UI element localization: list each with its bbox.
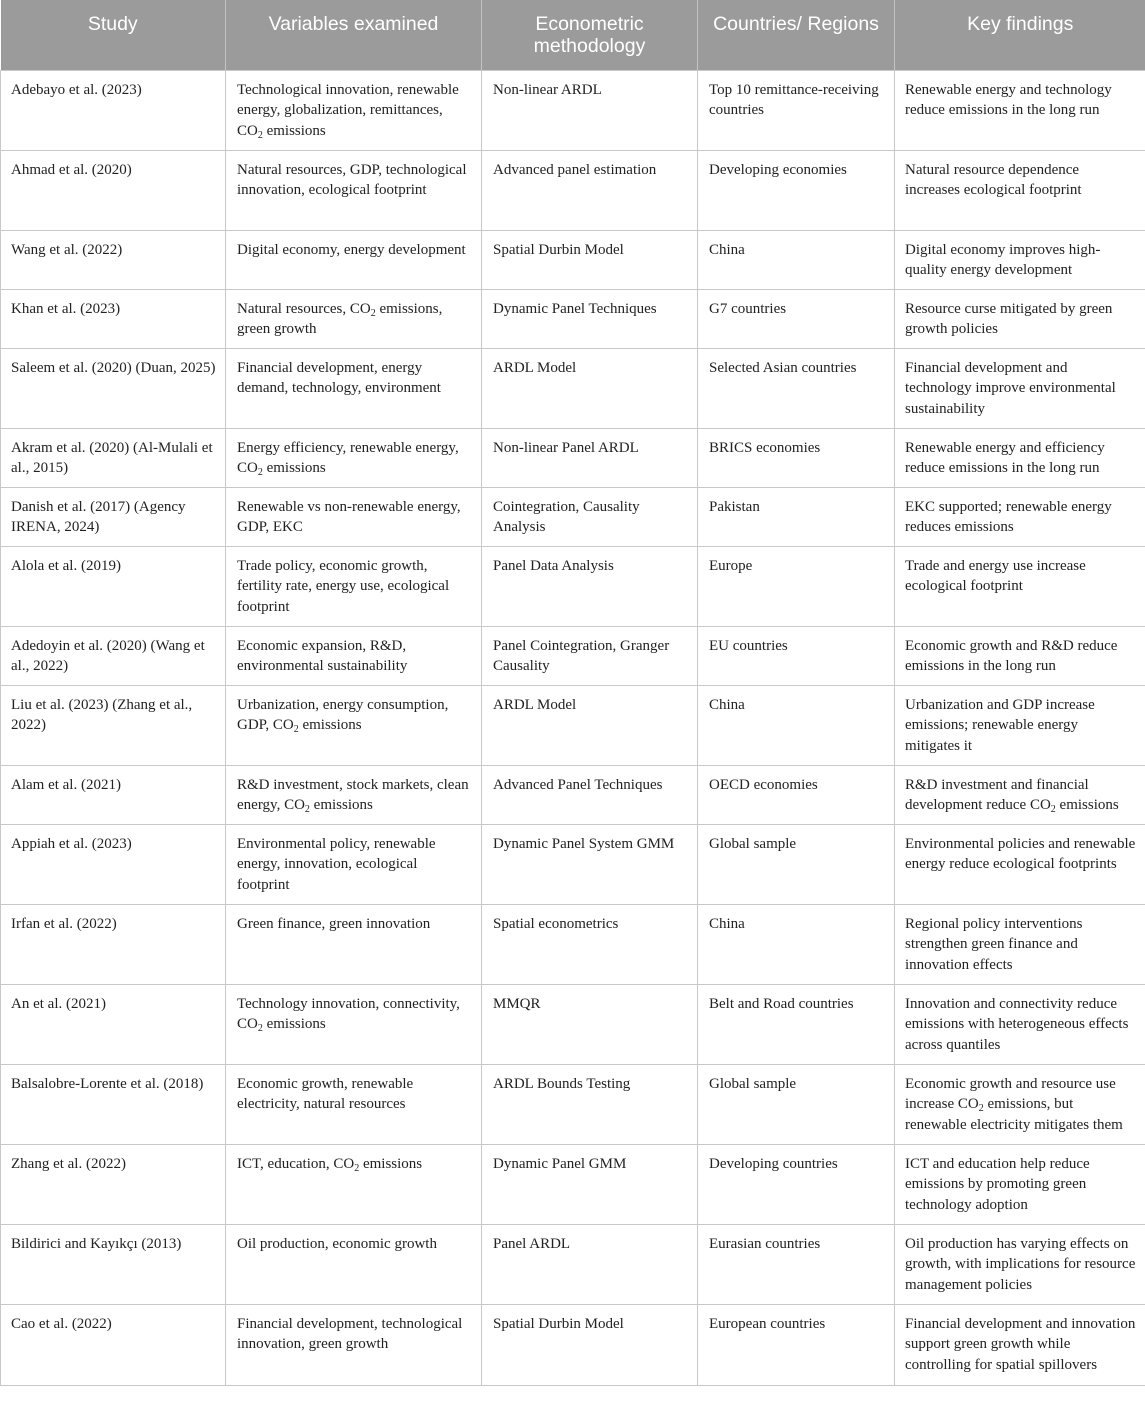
cell-variables: Financial development, technological innovation, green growth bbox=[226, 1304, 482, 1385]
table-row bbox=[1, 765, 1145, 824]
cell-region: Developing economies bbox=[698, 150, 895, 230]
table-body bbox=[1, 70, 1145, 1385]
cell-variables: Technology innovation, connectivity, $CO_2$ emissions bbox=[226, 984, 482, 1064]
cell-study: Adedoyin et al. (2020) (Wang et al., 2022) bbox=[1, 626, 226, 685]
table-row bbox=[1, 1224, 1145, 1304]
table-row bbox=[1, 289, 1145, 348]
cell-region: OECD economies bbox=[698, 765, 895, 824]
cell-region: China bbox=[698, 230, 895, 289]
cell-study: Wang et al. (2022) bbox=[1, 230, 226, 289]
table-row bbox=[1, 685, 1145, 765]
table-row bbox=[1, 230, 1145, 289]
cell-method: Non-linear Panel ARDL bbox=[482, 428, 698, 487]
cell-findings: Natural resource dependence increases ecological footprint bbox=[895, 150, 1145, 230]
cell-variables: Energy efficiency, renewable energy, $CO_2$ emissions bbox=[226, 428, 482, 487]
cell-findings: Trade and energy use increase ecological footprint bbox=[895, 546, 1145, 626]
table-row bbox=[1, 626, 1145, 685]
cell-variables: Economic growth, renewable electricity, natural resources bbox=[226, 1064, 482, 1144]
cell-findings: R&D investment and financial development reduce $CO_2$ emissions bbox=[895, 765, 1145, 824]
cell-region: Europe bbox=[698, 546, 895, 626]
cell-method: ARDL Model bbox=[482, 348, 698, 428]
cell-region: China bbox=[698, 904, 895, 984]
cell-method: MMQR bbox=[482, 984, 698, 1064]
cell-region: G7 countries bbox=[698, 289, 895, 348]
table-row bbox=[1, 70, 1145, 150]
cell-study: Zhang et al. (2022) bbox=[1, 1144, 226, 1224]
cell-method: Dynamic Panel GMM bbox=[482, 1144, 698, 1224]
cell-method: Spatial Durbin Model bbox=[482, 230, 698, 289]
cell-findings: Oil production has varying effects on growth, with implications for resource management policies bbox=[895, 1224, 1145, 1304]
cell-study: Saleem et al. (2020) (Duan, 2025) bbox=[1, 348, 226, 428]
cell-findings: Economic growth and resource use increase $CO_2$ emissions, but renewable electricity mitigates them bbox=[895, 1064, 1145, 1144]
cell-study: Khan et al. (2023) bbox=[1, 289, 226, 348]
cell-method: Spatial econometrics bbox=[482, 904, 698, 984]
cell-variables: Digital economy, energy development bbox=[226, 230, 482, 289]
cell-study: Balsalobre-Lorente et al. (2018) bbox=[1, 1064, 226, 1144]
cell-method: Panel Cointegration, Granger Causality bbox=[482, 626, 698, 685]
cell-method: Spatial Durbin Model bbox=[482, 1304, 698, 1385]
cell-findings: Urbanization and GDP increase emissions; renewable energy mitigates it bbox=[895, 685, 1145, 765]
header-variables: Variables examined bbox=[226, 0, 482, 70]
cell-method: ARDL Model bbox=[482, 685, 698, 765]
cell-study: Alola et al. (2019) bbox=[1, 546, 226, 626]
cell-findings: Digital economy improves high-quality energy development bbox=[895, 230, 1145, 289]
table-row bbox=[1, 904, 1145, 984]
cell-method: Advanced panel estimation bbox=[482, 150, 698, 230]
cell-region: European countries bbox=[698, 1304, 895, 1385]
table-row bbox=[1, 1304, 1145, 1385]
table-row bbox=[1, 348, 1145, 428]
cell-method: Cointegration, Causality Analysis bbox=[482, 487, 698, 546]
header-row bbox=[1, 0, 1145, 70]
cell-method: Panel Data Analysis bbox=[482, 546, 698, 626]
cell-method: ARDL Bounds Testing bbox=[482, 1064, 698, 1144]
cell-variables: Renewable vs non-renewable energy, GDP, EKC bbox=[226, 487, 482, 546]
cell-findings: Environmental policies and renewable energy reduce ecological footprints bbox=[895, 824, 1145, 904]
table-row bbox=[1, 984, 1145, 1064]
cell-region: Top 10 remittance-receiving countries bbox=[698, 70, 895, 150]
cell-study: Akram et al. (2020) (Al-Mulali et al., 2015) bbox=[1, 428, 226, 487]
cell-method: Advanced Panel Techniques bbox=[482, 765, 698, 824]
cell-variables: R&D investment, stock markets, clean energy, $CO_2$ emissions bbox=[226, 765, 482, 824]
cell-region: BRICS economies bbox=[698, 428, 895, 487]
cell-region: Belt and Road countries bbox=[698, 984, 895, 1064]
cell-variables: Natural resources, $CO_2$ emissions, green growth bbox=[226, 289, 482, 348]
cell-region: EU countries bbox=[698, 626, 895, 685]
cell-findings: Renewable energy and efficiency reduce emissions in the long run bbox=[895, 428, 1145, 487]
cell-variables: Oil production, economic growth bbox=[226, 1224, 482, 1304]
cell-region: China bbox=[698, 685, 895, 765]
table-row bbox=[1, 1144, 1145, 1224]
cell-findings: Regional policy interventions strengthen green finance and innovation effects bbox=[895, 904, 1145, 984]
table-row bbox=[1, 150, 1145, 230]
cell-variables: ICT, education, $CO_2$ emissions bbox=[226, 1144, 482, 1224]
table-row bbox=[1, 1064, 1145, 1144]
cell-findings: Innovation and connectivity reduce emissions with heterogeneous effects across quantiles bbox=[895, 984, 1145, 1064]
cell-findings: EKC supported; renewable energy reduces emissions bbox=[895, 487, 1145, 546]
cell-study: Appiah et al. (2023) bbox=[1, 824, 226, 904]
cell-region: Selected Asian countries bbox=[698, 348, 895, 428]
cell-method: Non-linear ARDL bbox=[482, 70, 698, 150]
cell-study: Cao et al. (2022) bbox=[1, 1304, 226, 1385]
cell-method: Panel ARDL bbox=[482, 1224, 698, 1304]
cell-variables: Economic expansion, R&D, environmental sustainability bbox=[226, 626, 482, 685]
cell-variables: Trade policy, economic growth, fertility rate, energy use, ecological footprint bbox=[226, 546, 482, 626]
table-header bbox=[1, 0, 1145, 70]
cell-method: Dynamic Panel Techniques bbox=[482, 289, 698, 348]
cell-study: Danish et al. (2017) (Agency IRENA, 2024) bbox=[1, 487, 226, 546]
cell-region: Eurasian countries bbox=[698, 1224, 895, 1304]
cell-method: Dynamic Panel System GMM bbox=[482, 824, 698, 904]
cell-findings: Economic growth and R&D reduce emissions in the long run bbox=[895, 626, 1145, 685]
cell-study: Liu et al. (2023) (Zhang et al., 2022) bbox=[1, 685, 226, 765]
cell-variables: Urbanization, energy consumption, GDP, $CO_2$ emissions bbox=[226, 685, 482, 765]
table-row bbox=[1, 428, 1145, 487]
cell-variables: Natural resources, GDP, technological innovation, ecological footprint bbox=[226, 150, 482, 230]
cell-study: Ahmad et al. (2020) bbox=[1, 150, 226, 230]
cell-variables: Green finance, green innovation bbox=[226, 904, 482, 984]
cell-region: Pakistan bbox=[698, 487, 895, 546]
cell-study: Bildirici and Kayıkçı (2013) bbox=[1, 1224, 226, 1304]
cell-region: Global sample bbox=[698, 824, 895, 904]
cell-variables: Financial development, energy demand, technology, environment bbox=[226, 348, 482, 428]
cell-variables: Environmental policy, renewable energy, innovation, ecological footprint bbox=[226, 824, 482, 904]
cell-study: Irfan et al. (2022) bbox=[1, 904, 226, 984]
header-methodology: Econometric methodology bbox=[482, 0, 698, 70]
header-regions: Countries/ Regions bbox=[698, 0, 895, 70]
cell-variables: Technological innovation, renewable energy, globalization, remittances, $CO_2$ emissions bbox=[226, 70, 482, 150]
header-study: Study bbox=[1, 0, 226, 70]
cell-region: Global sample bbox=[698, 1064, 895, 1144]
table-row bbox=[1, 824, 1145, 904]
cell-findings: Financial development and technology improve environmental sustainability bbox=[895, 348, 1145, 428]
cell-study: An et al. (2021) bbox=[1, 984, 226, 1064]
cell-findings: Renewable energy and technology reduce emissions in the long run bbox=[895, 70, 1145, 150]
table-row bbox=[1, 546, 1145, 626]
cell-findings: Financial development and innovation support green growth while controlling for spatial spillovers bbox=[895, 1304, 1145, 1385]
table-row bbox=[1, 487, 1145, 546]
cell-findings: ICT and education help reduce emissions by promoting green technology adoption bbox=[895, 1144, 1145, 1224]
cell-study: Adebayo et al. (2023) bbox=[1, 70, 226, 150]
header-findings: Key findings bbox=[895, 0, 1145, 70]
cell-study: Alam et al. (2021) bbox=[1, 765, 226, 824]
cell-findings: Resource curse mitigated by green growth policies bbox=[895, 289, 1145, 348]
cell-region: Developing countries bbox=[698, 1144, 895, 1224]
